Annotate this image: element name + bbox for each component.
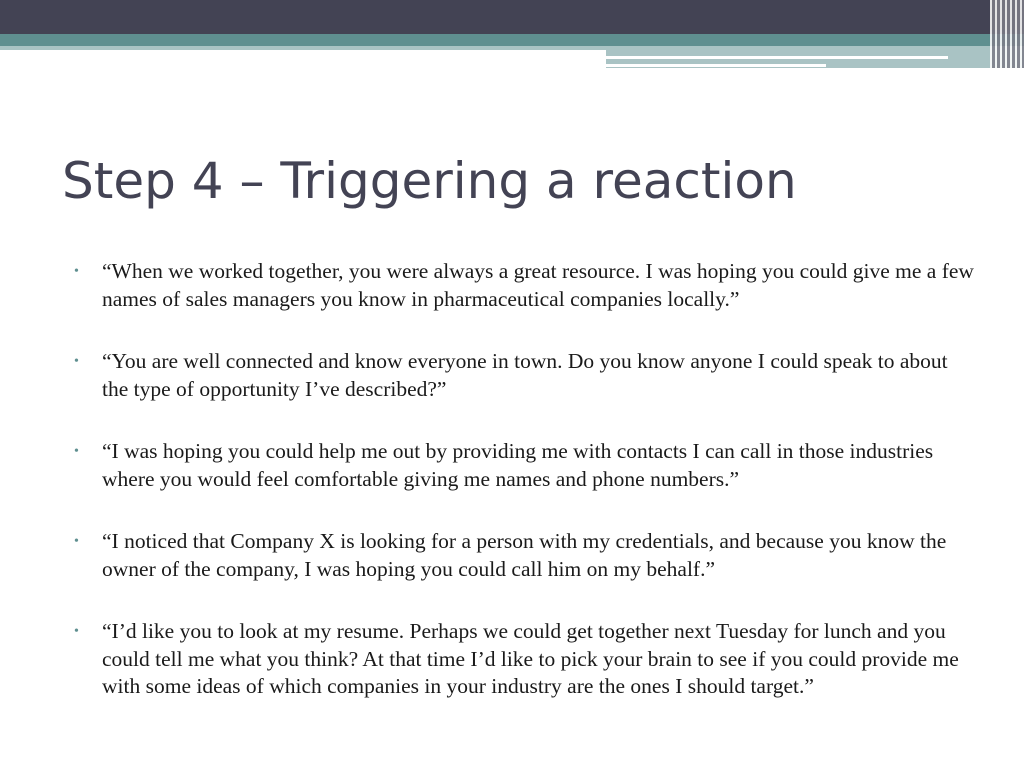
- bullet-dot-icon: •: [74, 534, 79, 549]
- bullet-item: [74, 438, 974, 493]
- bullet-text: “I’d like you to look at my resume. Perhaps we could get together next Tuesday for lunch and you could tell me what you think? At that time I’d like to pick your brain to see if you could provide me with some ideas of which companies in your industry are the ones I should target.”: [102, 619, 959, 698]
- header-accent-line: [606, 56, 948, 59]
- bullet-list: [74, 258, 974, 736]
- bullet-text: “I noticed that Company X is looking for a person with my credentials, and because you know the owner of the company, I was hoping you could call him on my behalf.”: [102, 529, 947, 581]
- header-stripes: [990, 0, 1024, 68]
- bullet-text: “When we worked together, you were always a great resource. I was hoping you could give me a few names of sales managers you know in pharmaceutical companies locally.”: [102, 259, 974, 311]
- slide-title: Step 4 – Triggering a reaction: [62, 152, 797, 210]
- bullet-item: [74, 528, 974, 583]
- header-teal-bar: [0, 34, 1024, 46]
- header-accent-line: [606, 64, 826, 67]
- bullet-item: [74, 258, 974, 313]
- bullet-text: “I was hoping you could help me out by providing me with contacts I can call in those industries where you would feel comfortable giving me names and phone numbers.”: [102, 439, 934, 491]
- bullet-dot-icon: •: [74, 264, 79, 279]
- header-dark-bar: [0, 0, 1024, 34]
- bullet-item: [74, 618, 974, 701]
- bullet-item: [74, 348, 974, 403]
- header-light-bar: [0, 46, 606, 50]
- bullet-dot-icon: •: [74, 444, 79, 459]
- bullet-text: “You are well connected and know everyone in town. Do you know anyone I could speak to about the type of opportunity I’ve described?”: [102, 349, 948, 401]
- bullet-dot-icon: •: [74, 624, 79, 639]
- bullet-dot-icon: •: [74, 354, 79, 369]
